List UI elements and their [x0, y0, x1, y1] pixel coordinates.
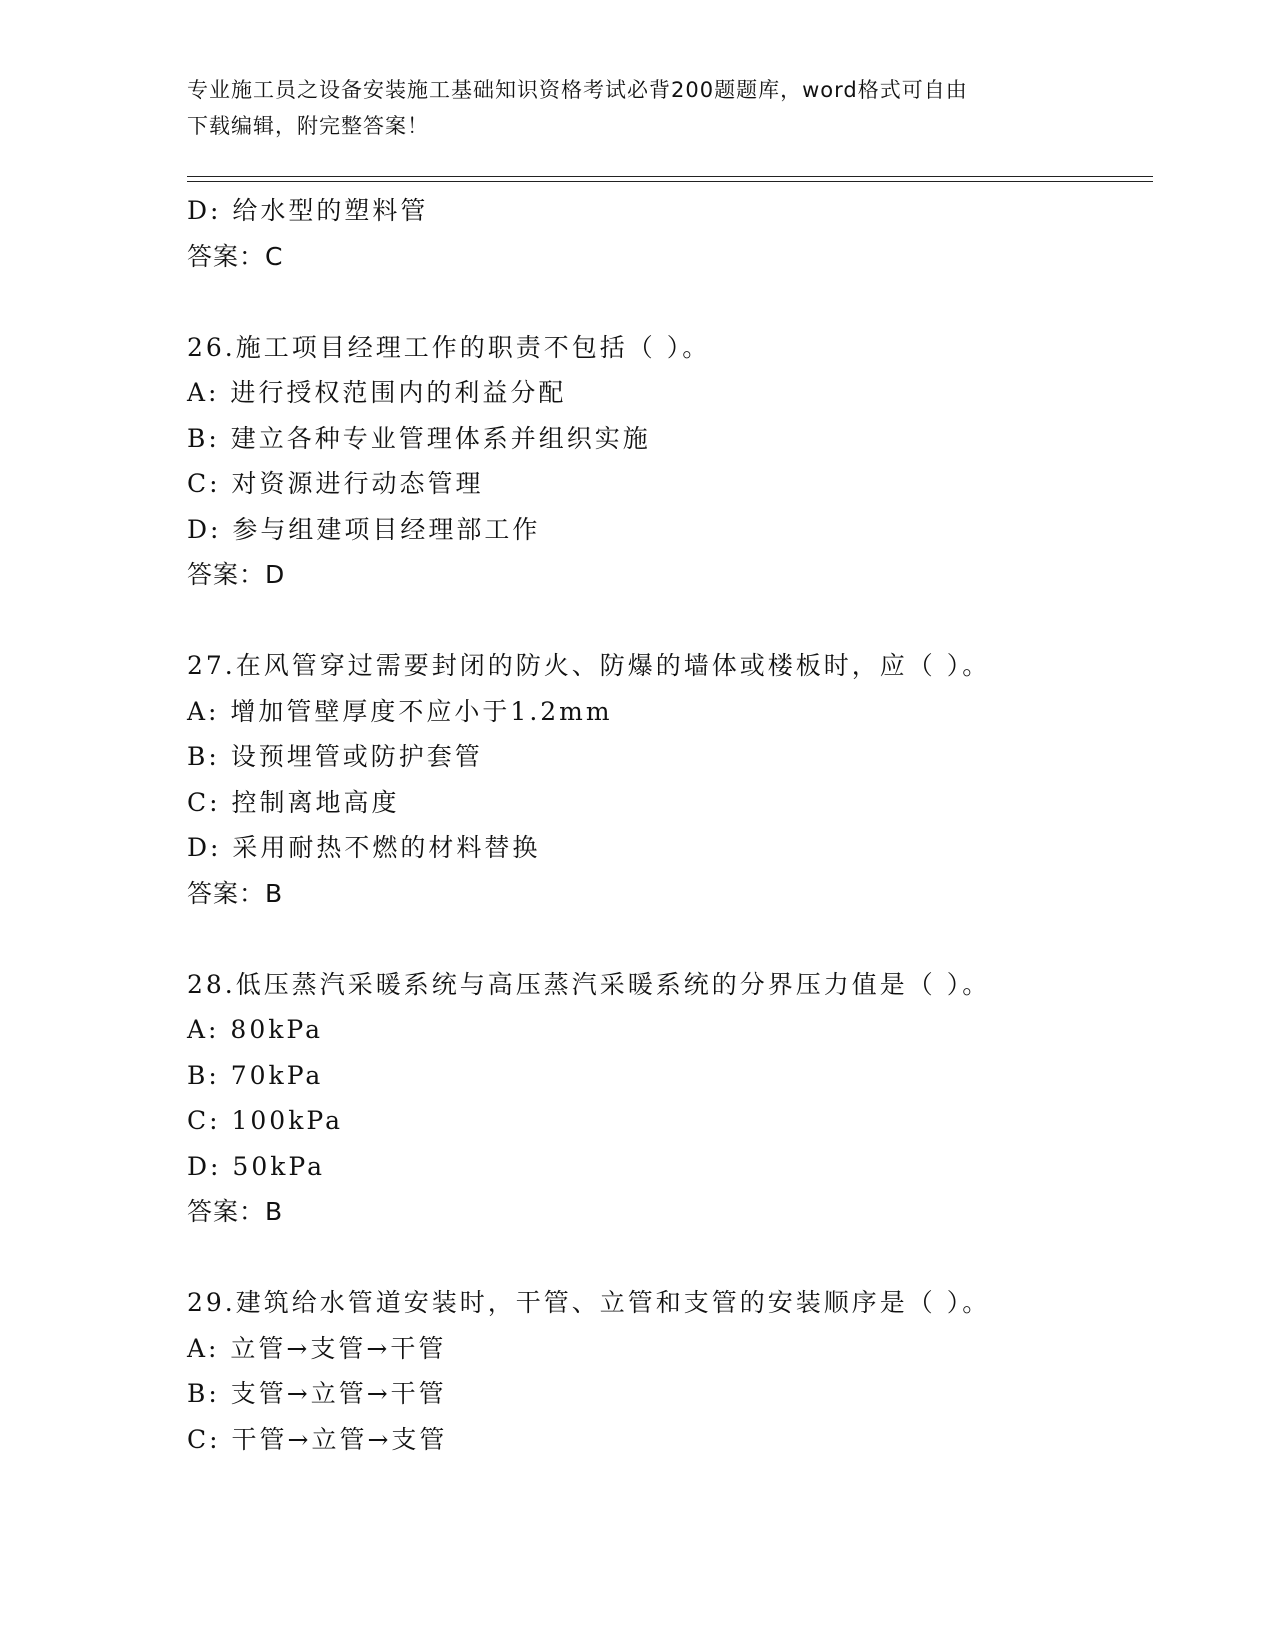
option-a: A: 立管→支管→干管	[187, 1333, 447, 1363]
option-b: B: 支管→立管→干管	[187, 1379, 447, 1408]
option-c: C: 干管→立管→支管	[187, 1424, 448, 1454]
option-c: C: 对资源进行动态管理	[187, 469, 484, 498]
question-27	[187, 643, 1147, 916]
header-title-line-2: 下载编辑，附完整答案！	[187, 114, 429, 138]
answer: 答案：D	[187, 560, 286, 589]
answer: 答案：B	[187, 878, 284, 908]
option-c: C: 100kPa	[187, 1106, 343, 1135]
option-d: D: 50kPa	[187, 1151, 325, 1181]
spacer	[187, 598, 1147, 644]
question-list	[187, 188, 1147, 1462]
option-d: D: 参与组建项目经理部工作	[187, 514, 541, 544]
question-stem: 28.低压蒸汽采暖系统与高压蒸汽采暖系统的分界压力值是（ ）。	[187, 969, 991, 999]
document-header	[187, 72, 1087, 144]
option-c: C: 控制离地高度	[187, 787, 400, 817]
question-26	[187, 325, 1147, 598]
option-b: B: 设预埋管或防护套管	[187, 742, 483, 771]
option-a: A: 80kPa	[187, 1015, 323, 1044]
spacer	[187, 1235, 1147, 1281]
option-b: B: 70kPa	[187, 1060, 324, 1090]
option-b: B: 建立各种专业管理体系并组织实施	[187, 423, 651, 453]
question-stem: 27.在风管穿过需要封闭的防火、防爆的墙体或楼板时，应（ ）。	[187, 651, 991, 680]
question-stem: 26.施工项目经理工作的职责不包括（ ）。	[187, 332, 711, 362]
spacer	[187, 916, 1147, 962]
question-stem: 29.建筑给水管道安装时，干管、立管和支管的安装顺序是（ ）。	[187, 1288, 991, 1317]
option-d: D: 采用耐热不燃的材料替换	[187, 833, 541, 862]
spacer	[187, 279, 1147, 325]
answer: 答案：B	[187, 1197, 284, 1226]
option-d: D: 给水型的塑料管	[187, 196, 429, 225]
header-divider-bottom	[187, 181, 1153, 182]
option-a: A: 增加管壁厚度不应小于1.2mm	[187, 696, 613, 726]
question-28	[187, 962, 1147, 1235]
answer: 答案：C	[187, 241, 284, 271]
header-title-line-1: 专业施工员之设备安装施工基础知识资格考试必背200题题库，word格式可自由	[187, 78, 968, 102]
header-divider-top	[187, 176, 1153, 177]
question-29	[187, 1280, 1147, 1462]
option-a: A: 进行授权范围内的利益分配	[187, 378, 567, 407]
